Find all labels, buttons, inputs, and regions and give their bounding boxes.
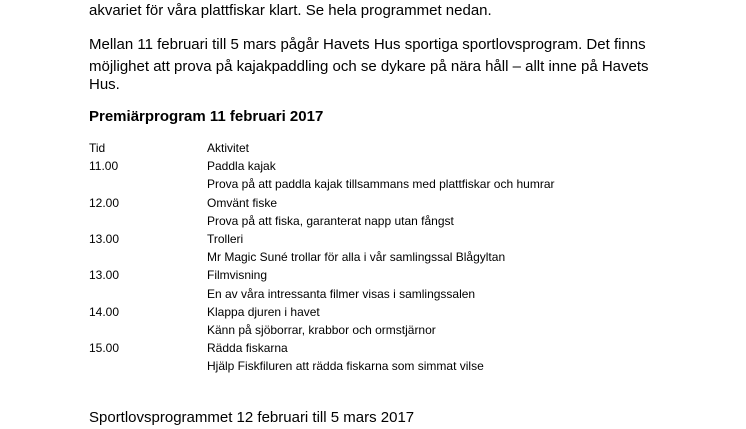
- entry-time: 13.00: [89, 231, 120, 246]
- entry-time: 15.00: [89, 341, 120, 356]
- schedule-row: [89, 303, 649, 321]
- schedule-row: [89, 157, 649, 175]
- next-section-heading: Sportlovsprogrammet 12 februari till 5 mars 2017: [89, 409, 415, 426]
- entry-description: Prova på att paddla kajak tillsammans med plattfiskar och humrar: [207, 177, 555, 192]
- paragraph-line: möjlighet att prova på kajakpaddling och se dykare på nära håll – allt inne på Havets: [89, 58, 649, 75]
- schedule-row: [89, 194, 649, 212]
- header-time: Tid: [89, 141, 106, 155]
- entry-activity: Omvänt fiske: [207, 195, 278, 210]
- schedule-header-row: [89, 139, 649, 157]
- schedule-row: [89, 339, 649, 357]
- schedule-description-row: [89, 212, 649, 230]
- schedule-row: [89, 230, 649, 248]
- intro-paragraph-end: akvariet för våra plattfiskar klart. Se hela programmet nedan.: [89, 2, 492, 19]
- entry-time: 12.00: [89, 195, 120, 210]
- header-activity: Aktivitet: [207, 141, 250, 155]
- entry-activity: Rädda fiskarna: [207, 341, 288, 356]
- entry-activity: Filmvisning: [207, 268, 268, 283]
- entry-activity: Paddla kajak: [207, 159, 276, 174]
- program-heading: Premiärprogram 11 februari 2017: [89, 108, 324, 125]
- schedule-description-row: [89, 285, 649, 303]
- entry-activity: Klappa djuren i havet: [207, 304, 320, 319]
- schedule-table: [89, 139, 649, 375]
- entry-time: 11.00: [89, 159, 119, 174]
- schedule-description-row: [89, 248, 649, 266]
- entry-time: 14.00: [89, 304, 120, 319]
- entry-time: 13.00: [89, 268, 120, 283]
- paragraph-line: Mellan 11 februari till 5 mars pågår Havets Hus sportiga sportlovsprogram. Det finns: [89, 36, 646, 53]
- entry-activity: Trolleri: [207, 231, 244, 246]
- schedule-description-row: [89, 321, 649, 339]
- paragraph-line: Hus.: [89, 76, 120, 93]
- schedule-description-row: [89, 357, 649, 375]
- schedule-description-row: [89, 175, 649, 193]
- entry-description: Hjälp Fiskfiluren att rädda fiskarna som simmat vilse: [207, 359, 484, 374]
- entry-description: Känn på sjöborrar, krabbor och ormstjärnor: [207, 322, 436, 337]
- entry-description: Mr Magic Suné trollar för alla i vår samlingssal Blågyltan: [207, 250, 506, 265]
- entry-description: Prova på att fiska, garanterat napp utan fångst: [207, 213, 454, 228]
- schedule-row: [89, 266, 649, 284]
- entry-description: En av våra intressanta filmer visas i samlingssalen: [207, 286, 476, 301]
